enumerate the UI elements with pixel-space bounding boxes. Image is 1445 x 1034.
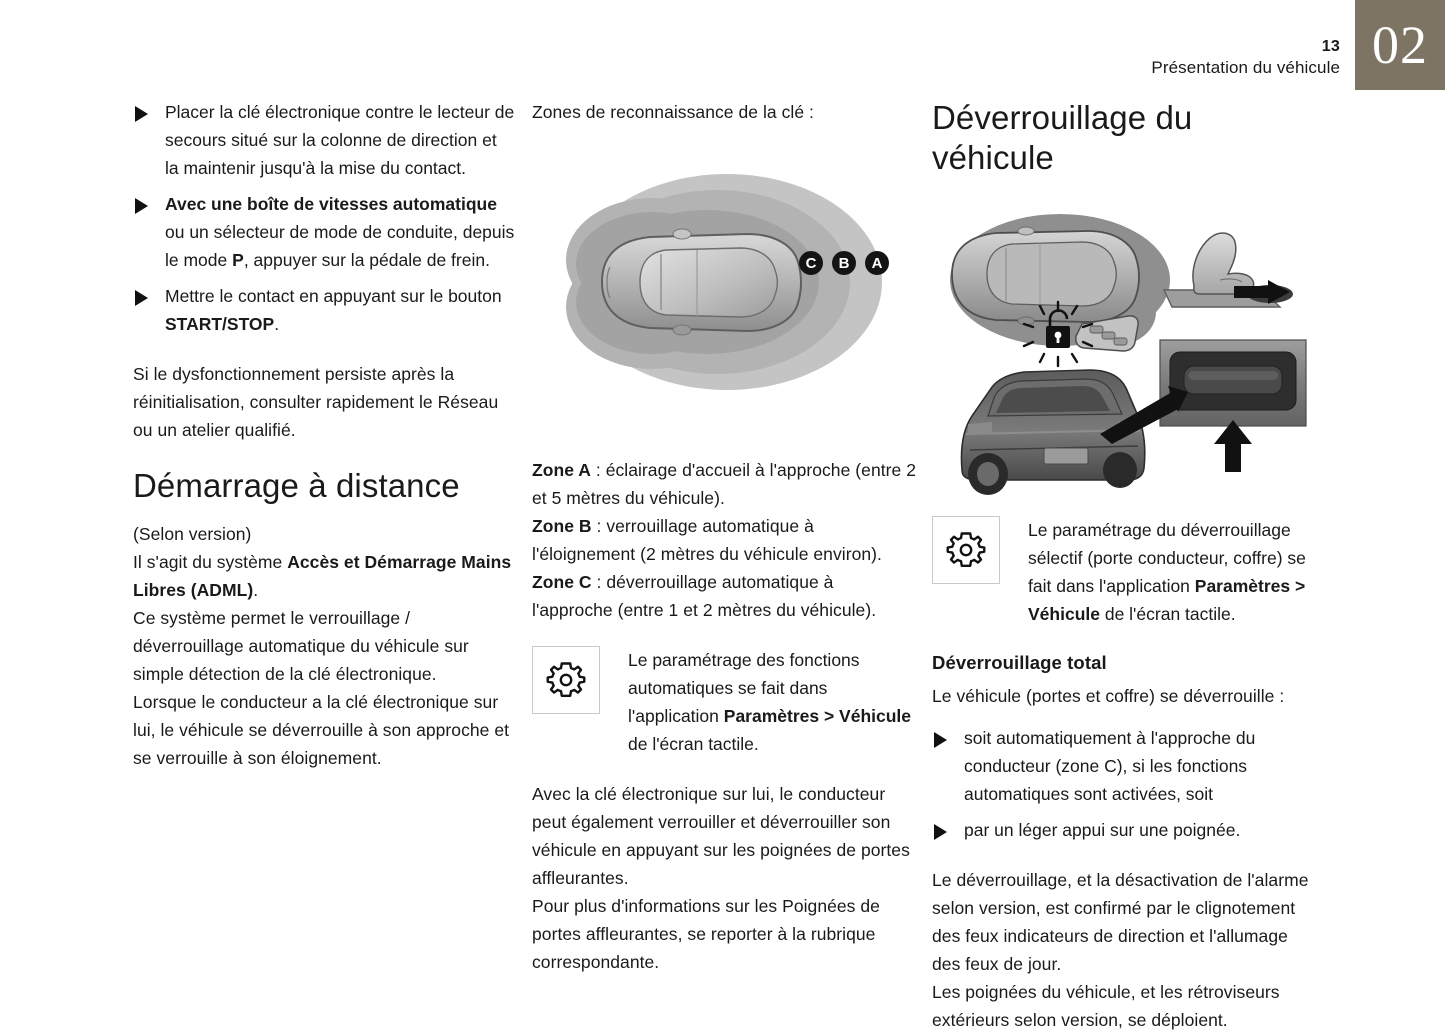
list-item (133, 190, 515, 274)
paragraph-unlock-intro: Le véhicule (portes et coffre) se déverrouille : (932, 686, 1285, 706)
zone-label-b (832, 251, 856, 275)
header-meta (900, 38, 1340, 79)
list-item (932, 816, 1314, 844)
note-text: Le paramétrage du déverrouillage sélectif (porte conducteur, coffre) se fait dans l'application Paramètres > Véhicule de l'écran tactile. (1028, 520, 1306, 624)
page-number: 13 (1321, 38, 1340, 55)
gear-icon (532, 646, 600, 714)
list-item (932, 724, 1314, 808)
subheading-total-unlocking: Déverrouillage total (932, 652, 1107, 673)
zones-svg (532, 142, 917, 442)
section-title: Présentation du véhicule (1151, 58, 1340, 77)
bullet-text: par un léger appui sur une poignée. (964, 820, 1241, 840)
gear-icon-svg (544, 658, 588, 702)
car-top-view (602, 229, 801, 335)
triangle-bullet-icon (135, 198, 148, 214)
press-direction-arrow (1214, 420, 1252, 472)
heading-remote-start: Démarrage à distance (133, 467, 460, 504)
intro-key-zones: Zones de reconnaissance de la clé : (532, 102, 814, 122)
paragraph-version-note: (Selon version) (133, 524, 252, 544)
page-header (0, 0, 1445, 90)
paragraph-system-description: Ce système permet le verrouillage / déverrouillage automatique du véhicule sur simple détection de la clé électronique. (133, 608, 469, 684)
triangle-bullet-icon (135, 290, 148, 306)
triangle-bullet-icon (934, 824, 947, 840)
paragraph-more-info: Pour plus d'informations sur les Poignées de portes affleurantes, se reporter à la rubrique correspondante. (532, 896, 880, 972)
paragraph-reset-advice: Si le dysfonctionnement persiste après la réinitialisation, consulter rapidement le Réseau ou un atelier qualifié. (133, 364, 499, 440)
paragraph-handles-mirrors: Les poignées du véhicule, et les rétroviseurs extérieurs selon version, se déploient. (932, 982, 1280, 1030)
tailgate-button-closeup (1160, 340, 1306, 426)
svg-text:A: A (871, 255, 883, 272)
bullet-text: Mettre le contact en appuyant sur le bouton START/STOP. (165, 286, 502, 334)
column-left (133, 98, 515, 772)
list-item (133, 98, 515, 182)
vehicle-unlocking-diagram (932, 202, 1314, 502)
zone-label-c (799, 251, 823, 275)
list-item (133, 282, 515, 338)
paragraph-confirmation: Le déverrouillage, et la désactivation de l'alarme selon version, est confirmé par le clignotement des feux indicateurs de direction et l'allumage des feux de jour. (932, 870, 1309, 974)
chapter-badge: 02 (1355, 0, 1445, 90)
triangle-bullet-icon (135, 106, 148, 122)
paragraph-flush-handles: Avec la clé électronique sur lui, le conducteur peut également verrouiller et déverrouiller son véhicule en appuyant sur les poignées de portes affleurantes. (532, 784, 910, 888)
zone-definition-c: Zone C : déverrouillage automatique à l'approche (entre 1 et 2 mètres du véhicule). (532, 572, 877, 620)
hand-pressing-flush-door-handle (1164, 233, 1293, 307)
zone-definition-a: Zone A : éclairage d'accueil à l'approche (entre 2 et 5 mètres du véhicule). (532, 460, 916, 508)
note-selective-unlocking (932, 516, 1314, 628)
paragraph-approach-behaviour: Lorsque le conducteur a la clé électronique sur lui, le véhicule se déverrouille à son approche et se verrouille à son éloignement. (133, 692, 510, 768)
bullet-text: soit automatiquement à l'approche du conducteur (zone C), si les fonctions automatiques sont activées, soit (964, 728, 1256, 804)
left-bullet-list (133, 98, 515, 338)
paragraph-adml: Il s'agit du système Accès et Démarrage Mains Libres (ADML). (133, 552, 512, 600)
bullet-text: Placer la clé électronique contre le lecteur de secours situé sur la colonne de direction et la maintenir jusqu'à la mise du contact. (165, 102, 515, 178)
gear-icon (932, 516, 1000, 584)
column-middle (532, 98, 917, 976)
unlocking-svg (932, 202, 1314, 502)
column-right (932, 98, 1314, 1034)
bullet-text: Avec une boîte de vitesses automatique ou un sélecteur de mode de conduite, depuis le mode P, appuyer sur la pédale de frein. (165, 194, 515, 270)
svg-text:B: B (838, 255, 850, 272)
heading-vehicle-unlocking: Déverrouillage du véhicule (932, 99, 1193, 176)
note-text: Le paramétrage des fonctions automatiques se fait dans l'application Paramètres > Véhicule de l'écran tactile. (628, 650, 912, 754)
zone-label-a (865, 251, 889, 275)
note-automatic-functions (532, 646, 917, 758)
key-recognition-zones-diagram (532, 142, 917, 442)
right-bullet-list (932, 724, 1314, 844)
zone-definition-b: Zone B : verrouillage automatique à l'éloignement (2 mètres du véhicule environ). (532, 516, 882, 564)
gear-icon-svg (944, 528, 988, 572)
triangle-bullet-icon (934, 732, 947, 748)
svg-text:C: C (805, 255, 817, 272)
